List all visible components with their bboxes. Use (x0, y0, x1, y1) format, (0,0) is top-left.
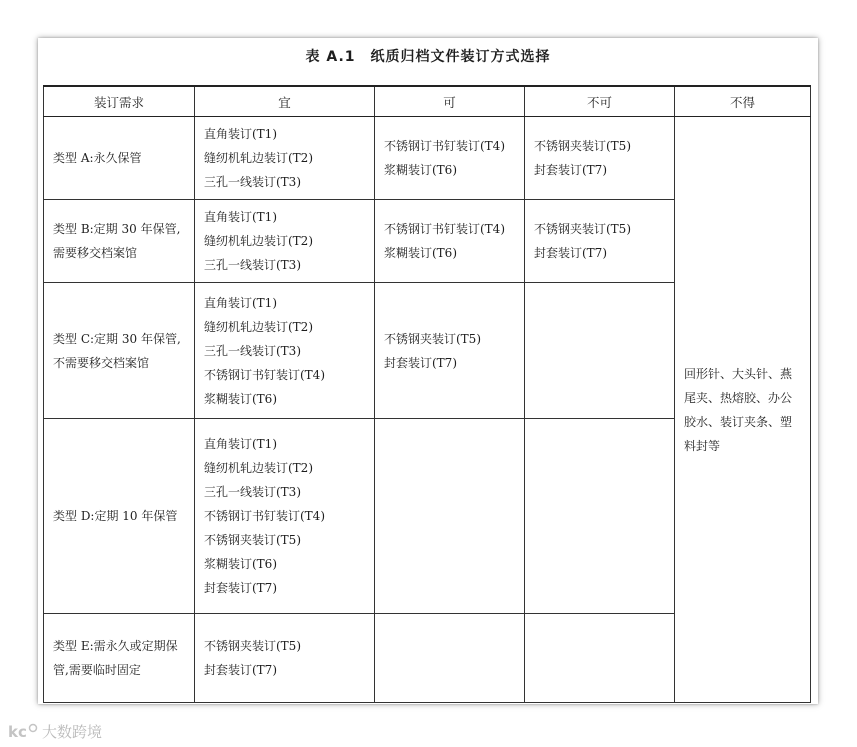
header-allowed: 可 (375, 86, 525, 117)
forbidden-text: 回形针、大头针、燕尾夹、热熔胶、办公胶水、装订夹条、塑料封等 (684, 366, 793, 453)
method-item: 不锈钢订书钉装订(T4) (384, 222, 506, 236)
method-item: 直角装订(T1) (204, 210, 278, 224)
method-item: 封套装订(T7) (204, 663, 278, 677)
svg-text:kc: kc (8, 723, 27, 740)
method-item: 封套装订(T7) (534, 163, 608, 177)
cell-suitable (195, 419, 375, 614)
method-item: 三孔一线装订(T3) (204, 343, 302, 358)
method-item: 不锈钢订书钉装订(T4) (204, 509, 326, 523)
header-need: 装订需求 (44, 86, 195, 117)
method-item: 浆糊装订(T6) (384, 163, 458, 177)
table-header-row (44, 86, 811, 117)
cell-not-allowed (525, 283, 675, 419)
cell-need (44, 200, 195, 283)
cell-need (44, 419, 195, 614)
document-sheet (38, 38, 818, 704)
method-item: 不锈钢夹装订(T5) (534, 139, 632, 153)
need-text: 类型 E:需永久或定期保管,需要临时固定 (53, 639, 178, 677)
cell-suitable (195, 200, 375, 283)
watermark (8, 720, 102, 742)
cell-suitable (195, 283, 375, 419)
method-item: 不锈钢订书钉装订(T4) (384, 139, 506, 153)
method-item: 缝纫机轧边装订(T2) (204, 151, 314, 165)
method-item: 直角装订(T1) (204, 127, 278, 141)
method-item: 直角装订(T1) (204, 437, 278, 451)
need-text: 类型 D:定期 10 年保管 (53, 509, 178, 523)
need-text: 类型 A:永久保管 (53, 151, 142, 165)
method-item: 浆糊装订(T6) (204, 391, 278, 406)
table-row (44, 117, 811, 200)
cell-not-allowed (525, 200, 675, 283)
method-item: 封套装订(T7) (534, 246, 608, 260)
watermark-text: 大数跨境 (42, 722, 103, 741)
method-item: 不锈钢夹装订(T5) (204, 533, 302, 547)
method-item: 不锈钢夹装订(T5) (204, 639, 302, 653)
cell-suitable (195, 117, 375, 200)
cell-need (44, 614, 195, 703)
need-text: 类型 C:定期 30 年保管,不需要移交档案馆 (53, 331, 181, 370)
method-item: 三孔一线装订(T3) (204, 258, 302, 272)
header-suitable: 宜 (195, 86, 375, 117)
cell-allowed (375, 614, 525, 703)
header-forbidden: 不得 (675, 86, 811, 117)
cell-forbidden (675, 117, 811, 703)
cell-need (44, 283, 195, 419)
method-item: 浆糊装订(T6) (204, 557, 278, 571)
method-item: 不锈钢夹装订(T5) (534, 222, 632, 236)
cell-not-allowed (525, 117, 675, 200)
watermark-logo-icon (8, 722, 38, 740)
cell-need (44, 117, 195, 200)
method-item: 直角装订(T1) (204, 295, 278, 310)
method-item: 封套装订(T7) (384, 355, 458, 370)
method-item: 封套装订(T7) (204, 581, 278, 595)
cell-not-allowed (525, 614, 675, 703)
cell-allowed (375, 283, 525, 419)
cell-allowed (375, 200, 525, 283)
method-item: 三孔一线装订(T3) (204, 485, 302, 499)
method-item: 三孔一线装订(T3) (204, 175, 302, 189)
cell-allowed (375, 419, 525, 614)
header-not-allowed: 不可 (525, 86, 675, 117)
method-item: 缝纫机轧边装订(T2) (204, 234, 314, 248)
cell-allowed (375, 117, 525, 200)
method-item: 不锈钢订书钉装订(T4) (204, 367, 326, 382)
cell-not-allowed (525, 419, 675, 614)
cell-suitable (195, 614, 375, 703)
need-text: 类型 B:定期 30 年保管,需要移交档案馆 (53, 222, 181, 260)
method-item: 浆糊装订(T6) (384, 246, 458, 260)
binding-method-table (43, 85, 811, 703)
method-item: 不锈钢夹装订(T5) (384, 331, 482, 346)
method-item: 缝纫机轧边装订(T2) (204, 319, 314, 334)
table-title: 表 A.1 纸质归档文件装订方式选择 (305, 49, 551, 65)
method-item: 缝纫机轧边装订(T2) (204, 461, 314, 475)
